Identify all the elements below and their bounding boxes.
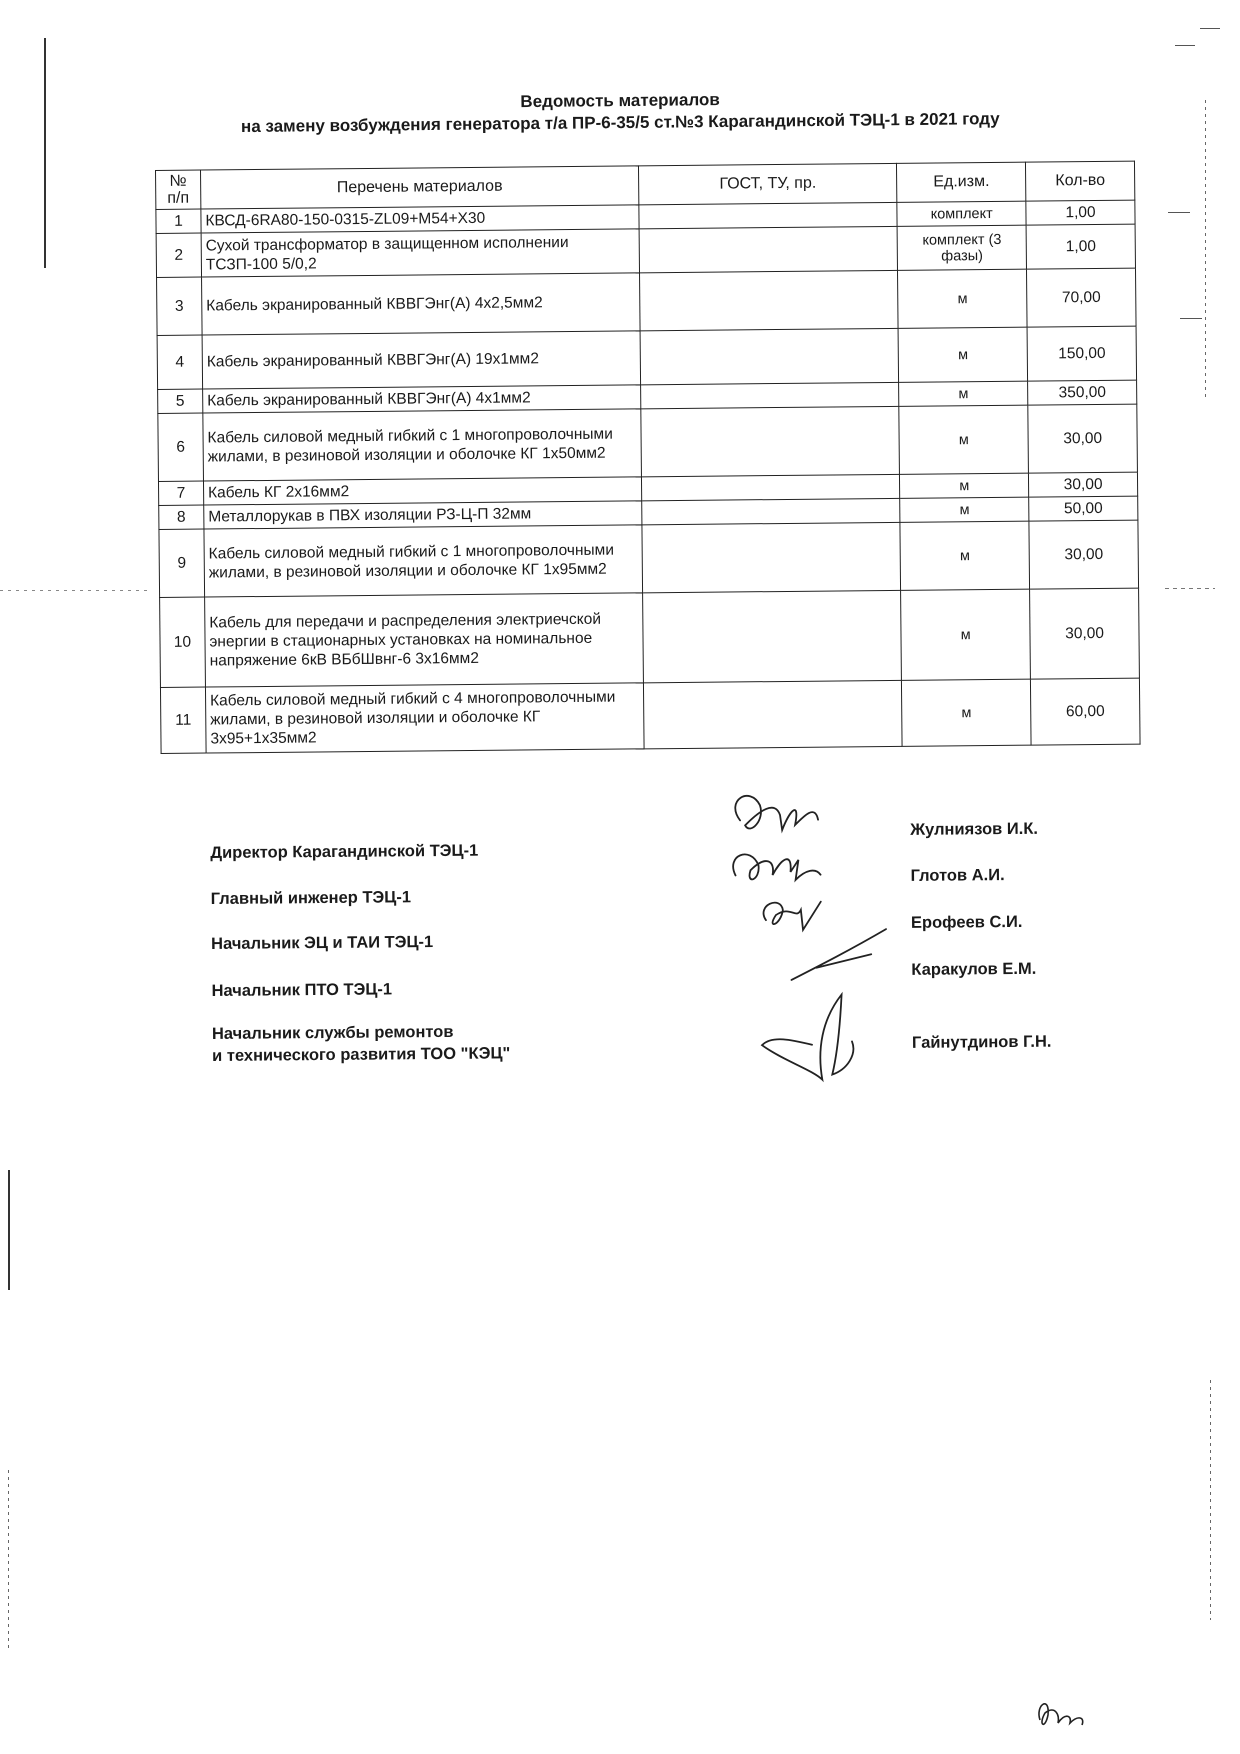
row-gost <box>641 406 900 476</box>
row-num: 5 <box>158 389 203 413</box>
row-unit: м <box>901 589 1031 680</box>
signature-name: Жулниязов И.К. <box>910 819 1039 839</box>
title-line-1: Ведомость материалов <box>520 90 720 112</box>
row-gost <box>640 328 899 384</box>
row-qty: 30,00 <box>1028 404 1138 473</box>
row-unit: комплект (3 фазы) <box>897 225 1026 270</box>
row-gost <box>639 202 898 228</box>
row-name: Сухой трансформатор в защищенном исполнении ТСЗП-100 5/0,2 <box>201 229 639 277</box>
row-name: Металлорукав в ПВХ изоляции РЗ-Ц-П 32мм <box>204 501 642 529</box>
document-title <box>150 85 1090 139</box>
row-qty: 60,00 <box>1031 678 1140 745</box>
materials-table <box>155 161 1141 754</box>
signature-position-multiline <box>212 1020 511 1067</box>
row-num: 10 <box>160 597 206 687</box>
row-num: 7 <box>158 481 203 505</box>
row-gost <box>640 270 899 330</box>
row-gost <box>643 680 902 748</box>
signatures-block <box>210 807 1092 1095</box>
row-qty: 30,00 <box>1029 520 1139 589</box>
table-row <box>158 404 1138 481</box>
row-name: Кабель экранированный КВВГЭнг(А) 4х2,5мм2 <box>201 273 640 335</box>
row-gost <box>643 590 902 682</box>
signature-stroke <box>791 929 886 980</box>
row-gost <box>642 498 901 524</box>
row-num: 6 <box>158 413 204 481</box>
row-name: Кабель силовой медный гибкий с 4 многопроволочными жилами, в резиновой изоляции и оболочке КГ 3х95+1х35мм2 <box>205 683 644 753</box>
row-num: 2 <box>156 233 201 277</box>
header-num-line1: № <box>169 172 187 190</box>
signature-position: Начальник ЭЦ и ТАИ ТЭЦ-1 <box>211 933 434 953</box>
signature-stroke <box>735 795 818 830</box>
table-row <box>159 520 1139 597</box>
scan-mark <box>1200 28 1220 29</box>
row-qty: 30,00 <box>1029 472 1138 497</box>
row-unit: м <box>900 521 1029 590</box>
row-qty: 70,00 <box>1027 268 1136 327</box>
signature-position: Главный инженер ТЭЦ-1 <box>210 888 412 908</box>
signature-position-line: и технического развития ТОО "КЭЦ" <box>212 1044 511 1065</box>
table-row <box>160 588 1140 687</box>
row-unit: комплект <box>897 201 1026 226</box>
header-gost: ГОСТ, ТУ, пр. <box>638 163 897 204</box>
row-num: 1 <box>156 209 201 233</box>
header-qty: Кол-во <box>1026 161 1135 201</box>
scan-mark <box>1165 588 1215 589</box>
signature-position: Начальник ПТО ТЭЦ-1 <box>211 980 393 1000</box>
header-name: Перечень материалов <box>200 166 638 209</box>
row-name: Кабель для передачи и распределения электриечской энергии в стационарных установках на номинальное напряжение 6кВ ВБбШвнг-6 3х16мм2 <box>205 593 644 687</box>
scan-mark <box>1210 1380 1211 1620</box>
row-qty: 50,00 <box>1029 496 1138 521</box>
row-unit: м <box>900 497 1029 522</box>
row-gost <box>642 522 901 592</box>
row-num: 11 <box>160 687 206 753</box>
handwritten-signatures <box>720 779 913 1101</box>
signature-name: Гайнутдинов Г.Н. <box>911 1032 1052 1052</box>
signature-name: Глотов А.И. <box>910 866 1005 885</box>
header-unit: Ед.изм. <box>897 162 1026 202</box>
row-name: КВСД-6RA80-150-0315-ZL09+M54+X30 <box>201 205 639 233</box>
corner-signature <box>1030 1685 1090 1735</box>
row-qty: 150,00 <box>1027 326 1136 381</box>
row-num: 9 <box>159 529 205 597</box>
signature-stroke <box>1039 1704 1083 1725</box>
title-line-2: на замену возбуждения генератора т/а ПР-6-35/5 ст.№3 Карагандинской ТЭЦ-1 в 2021 году <box>240 109 1000 137</box>
row-gost <box>639 226 898 272</box>
row-name: Кабель силовой медный гибкий с 1 многопроволочными жилами, в резиновой изоляции и оболочке КГ 1х50мм2 <box>203 409 642 481</box>
table-row <box>157 326 1136 389</box>
scan-edge-line <box>8 1170 10 1290</box>
table-row <box>157 268 1137 335</box>
signature-name: Каракулов Е.М. <box>911 959 1037 979</box>
row-unit: м <box>900 473 1029 498</box>
table-row <box>160 678 1140 753</box>
signature-position: Директор Карагандинской ТЭЦ-1 <box>210 841 479 862</box>
row-gost <box>641 382 900 408</box>
row-qty: 30,00 <box>1030 588 1140 679</box>
row-qty: 1,00 <box>1026 224 1135 269</box>
row-num: 3 <box>157 277 202 335</box>
row-unit: м <box>899 405 1028 474</box>
scan-mark <box>1175 45 1195 46</box>
row-unit: м <box>902 679 1031 746</box>
row-unit: м <box>898 327 1027 382</box>
row-name: Кабель экранированный КВВГЭнг(А) 19х1мм2 <box>202 331 641 389</box>
signature-stroke <box>762 994 854 1080</box>
scan-mark <box>1168 212 1190 213</box>
row-unit: м <box>898 269 1027 328</box>
signature-name: Ерофеев С.И. <box>910 912 1023 932</box>
scan-mark <box>8 1470 9 1650</box>
row-name: Кабель КГ 2х16мм2 <box>203 477 641 505</box>
row-name: Кабель силовой медный гибкий с 1 многопроволочными жилами, в резиновой изоляции и оболочке КГ 1х95мм2 <box>204 525 643 597</box>
row-gost <box>641 474 900 500</box>
scan-edge-line <box>44 38 46 268</box>
row-unit: м <box>899 381 1028 406</box>
row-num: 4 <box>157 335 202 389</box>
scan-mark <box>1205 100 1206 400</box>
row-qty: 1,00 <box>1026 200 1135 225</box>
header-num <box>156 170 201 209</box>
row-num: 8 <box>159 505 204 529</box>
signature-stroke <box>763 902 821 930</box>
header-num-line2: п/п <box>167 189 190 207</box>
scan-mark <box>0 590 150 591</box>
signature-position-line: Начальник службы ремонтов <box>211 1022 454 1043</box>
scan-mark <box>1180 318 1202 319</box>
row-qty: 350,00 <box>1028 380 1137 405</box>
row-name: Кабель экранированный КВВГЭнг(А) 4х1мм2 <box>203 385 641 413</box>
signature-stroke <box>733 854 821 881</box>
